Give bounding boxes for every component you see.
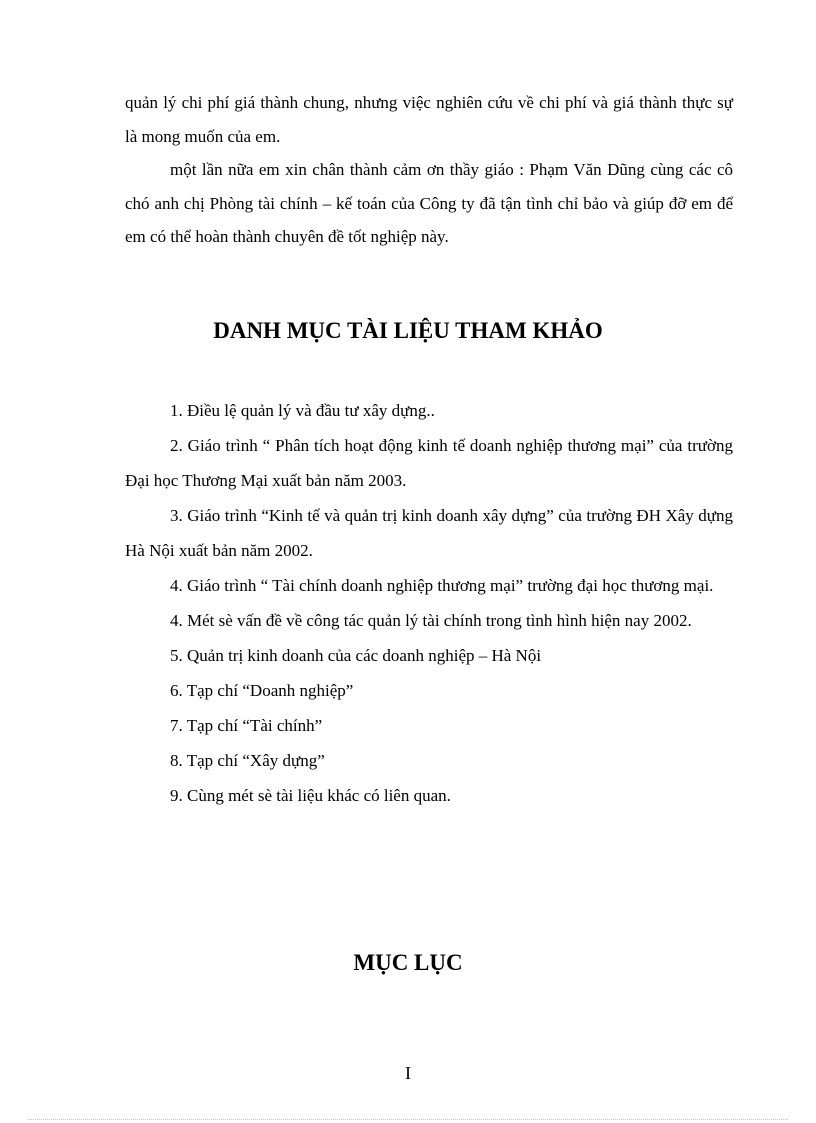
reference-item-10: 9. Cùng mét sè tài liệu khác có liên quan. bbox=[170, 786, 451, 805]
reference-item-3: 3. Giáo trình “Kinh tế và quản trị kinh doanh xây dựng” của trường ĐH Xây dựng Hà Nội xuất bản năm 2002. bbox=[125, 506, 733, 560]
reference-item-7: 6. Tạp chí “Doanh nghiệp” bbox=[170, 681, 354, 700]
intro-text bbox=[125, 86, 733, 254]
reference-item-5: 4. Mét sè vấn đề về công tác quản lý tài chính trong tình hình hiện nay 2002. bbox=[170, 611, 692, 630]
intro-paragraph-2: một lần nữa em xin chân thành cảm ơn thầy giáo : Phạm Văn Dũng cùng các cô chó anh chị Phòng tài chính – kế toán của Công ty đã tận tình chỉ bảo và giúp đỡ em để em có thể hoàn thành chuyên đề tốt nghiệp này. bbox=[125, 160, 733, 246]
reference-item-1: 1. Điều lệ quản lý và đầu tư xây dựng.. bbox=[170, 401, 435, 420]
intro-paragraph-1: quản lý chi phí giá thành chung, nhưng việc nghiên cứu về chi phí và giá thành thực sự là mong muốn của em. bbox=[125, 93, 733, 146]
references-heading: DANH MỤC TÀI LIỆU THAM KHẢO bbox=[213, 318, 603, 343]
toc-heading: MỤC LỤC bbox=[353, 950, 463, 975]
page-bottom-border bbox=[28, 1119, 788, 1120]
references-list bbox=[125, 393, 733, 813]
reference-item-2: 2. Giáo trình “ Phân tích hoạt động kinh tế doanh nghiệp thương mại” của trường Đại học Thương Mại xuất bản năm 2003. bbox=[125, 436, 733, 490]
reference-item-8: 7. Tạp chí “Tài chính” bbox=[170, 716, 323, 735]
page-number: I bbox=[405, 1063, 411, 1083]
reference-item-4: 4. Giáo trình “ Tài chính doanh nghiệp thương mại” trường đại học thương mại. bbox=[170, 576, 714, 595]
reference-item-9: 8. Tạp chí “Xây dựng” bbox=[170, 751, 325, 770]
reference-item-6: 5. Quản trị kinh doanh của các doanh nghiệp – Hà Nội bbox=[170, 646, 542, 665]
